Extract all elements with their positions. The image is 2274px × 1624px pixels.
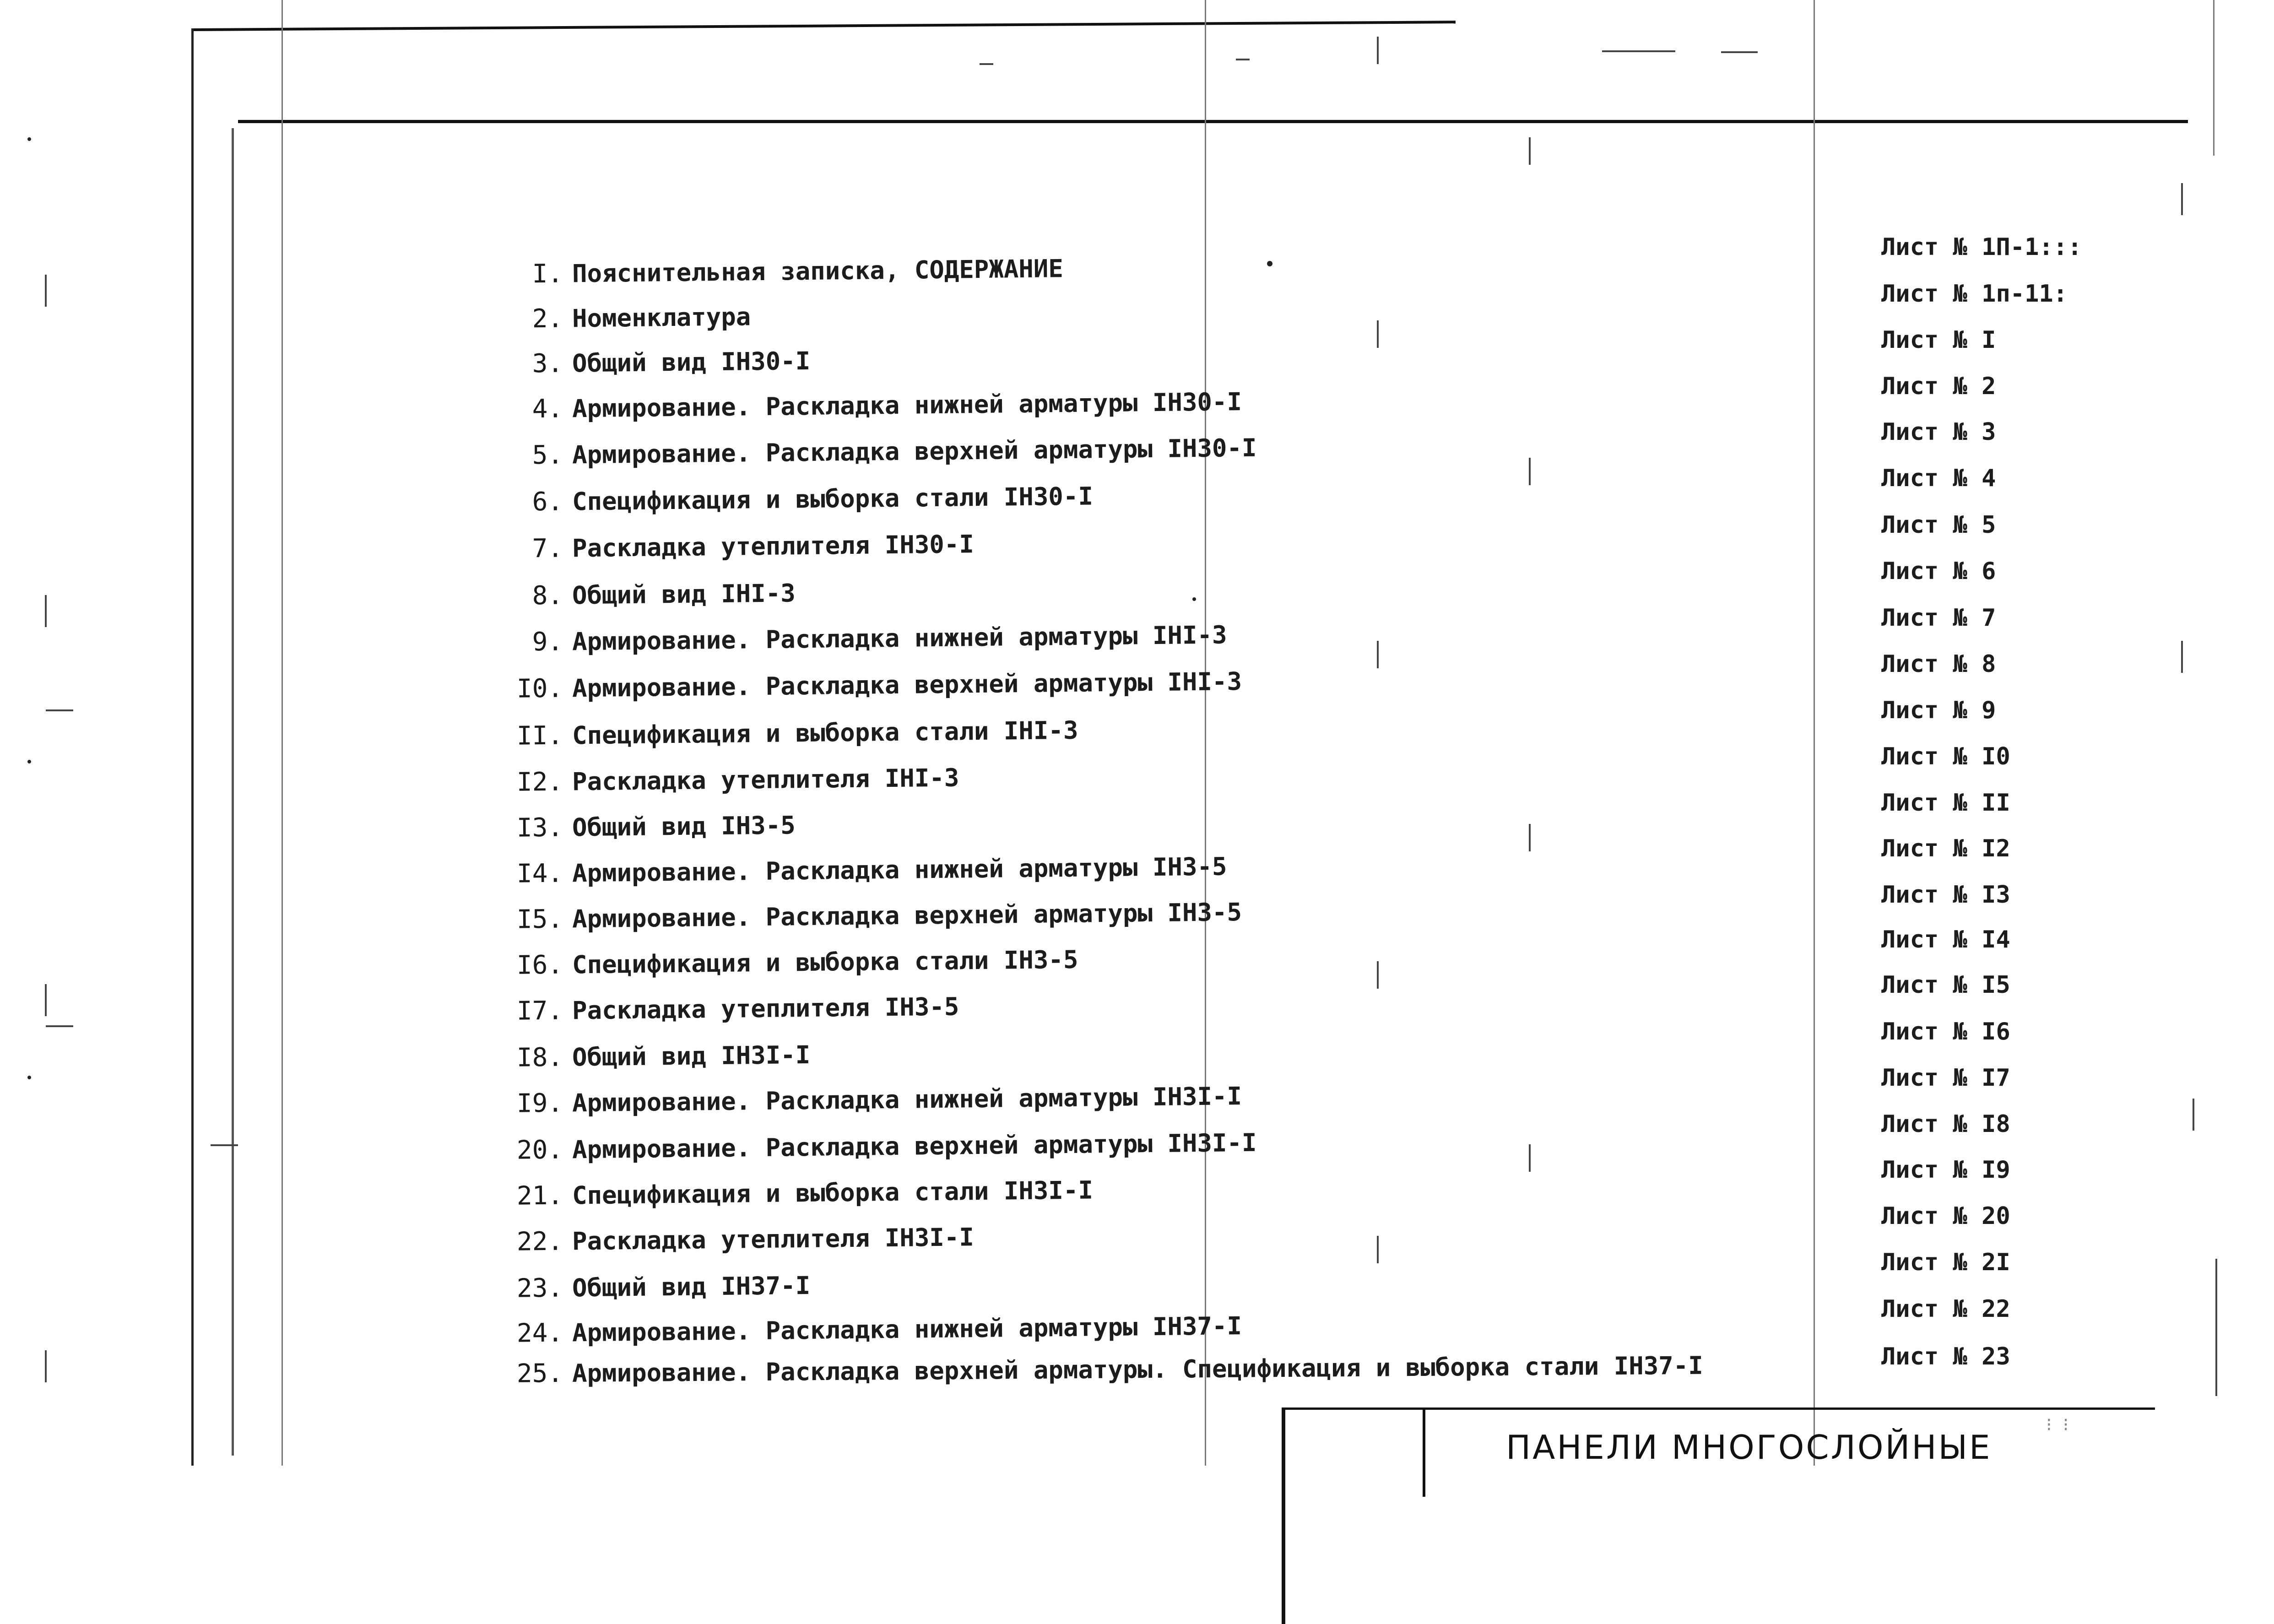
item-number: 9. — [532, 627, 563, 657]
ink-speck — [27, 1076, 31, 1079]
list-item — [508, 794, 2065, 847]
item-title: Армирование. Раскладка верхней арматуры IН3-5 — [572, 898, 1242, 934]
item-title: Общий вид IН3I-I — [572, 1040, 811, 1072]
list-item — [508, 421, 2065, 474]
item-number: I5. — [516, 904, 563, 935]
list-item — [508, 839, 2065, 893]
sheet-reference: Лист № I0 — [1881, 743, 2010, 770]
item-title: Раскладка утеплителя IНI-3 — [572, 763, 959, 796]
item-number: 5. — [532, 440, 563, 471]
edge-tick — [46, 1025, 73, 1027]
fold-mark — [1529, 137, 1531, 165]
edge-tick — [1721, 51, 1758, 53]
inner-top-border-line — [238, 120, 2188, 123]
left-border-line — [191, 28, 194, 1466]
item-title: Общий вид IН3-5 — [572, 811, 796, 842]
fold-mark — [45, 595, 47, 627]
item-title: Армирование. Раскладка верхней арматуры. Спецификация и выборка стали IН37-I — [572, 1351, 1704, 1388]
list-item — [508, 608, 2065, 661]
sheet-reference: Лист № 23 — [1881, 1343, 2010, 1370]
list-item — [508, 702, 2065, 755]
item-number: I9. — [516, 1088, 563, 1119]
edge-tick — [46, 709, 73, 711]
item-title: Армирование. Раскладка нижней арматуры IН3-5 — [572, 852, 1227, 888]
item-title: Спецификация и выборка стали IН30-I — [572, 482, 1094, 516]
item-title: Армирование. Раскладка верхней арматуры IН3I-I — [572, 1128, 1257, 1164]
ink-speck — [27, 137, 31, 141]
item-title: Армирование. Раскладка нижней арматуры IНI-3 — [572, 620, 1227, 656]
sheet-reference: Лист № II — [1881, 789, 2010, 817]
list-item — [508, 562, 2065, 615]
sheet-reference: Лист № I — [1881, 326, 1996, 354]
stamp-mark: ⁝ ⁝ — [2046, 1414, 2069, 1435]
list-item — [508, 1069, 2065, 1122]
left-margin-line — [282, 0, 283, 1466]
item-title: Пояснительная записка, СОДЕРЖАНИЕ — [572, 254, 1064, 288]
item-number: 4. — [532, 394, 563, 424]
edge-tick — [1602, 50, 1675, 52]
list-item — [508, 977, 2065, 1030]
far-right-line — [2213, 0, 2214, 156]
item-number: 22. — [516, 1226, 563, 1257]
item-number: I8. — [516, 1042, 563, 1073]
item-title: Общий вид IН30-I — [572, 346, 811, 378]
item-number: I2. — [516, 767, 563, 797]
item-title: Спецификация и выборка стали IН3-5 — [572, 945, 1078, 980]
sheet-reference: Лист № 1п-11: — [1881, 280, 2068, 308]
ink-speck — [27, 760, 31, 763]
sheet-reference: Лист № I4 — [1881, 926, 2010, 953]
sheet-reference: Лист № 22 — [1881, 1295, 2010, 1323]
sheet-reference: Лист № I3 — [1881, 881, 2010, 909]
fold-mark — [45, 275, 47, 307]
edge-tick — [1236, 59, 1250, 60]
item-number: I6. — [516, 950, 563, 980]
list-item — [508, 1023, 2065, 1077]
sheet-reference: Лист № 6 — [1881, 558, 1996, 585]
item-title: Общий вид IНI-3 — [572, 579, 796, 610]
list-item — [508, 1207, 2065, 1261]
list-item — [508, 748, 2065, 801]
item-number: 8. — [532, 580, 563, 611]
drawing-title: ПАНЕЛИ МНОГОСЛОЙНЫЕ — [1506, 1428, 1992, 1467]
sheet-reference: Лист № 4 — [1881, 465, 1996, 492]
sheet-reference: Лист № I6 — [1881, 1018, 2010, 1045]
fold-mark — [2181, 183, 2183, 215]
item-number: I0. — [516, 673, 563, 704]
list-item — [508, 1345, 2064, 1392]
sheet-reference: Лист № 5 — [1881, 511, 1996, 539]
sheet-reference: Лист № 3 — [1881, 418, 1996, 446]
list-item — [508, 655, 2065, 708]
item-number: 24. — [516, 1318, 563, 1348]
item-title: Армирование. Раскладка нижней арматуры IН3I-I — [572, 1082, 1242, 1118]
list-item — [508, 514, 2065, 568]
sheet-reference: Лист № 8 — [1881, 650, 1996, 678]
item-title: Армирование. Раскладка нижней арматуры IН30-I — [572, 387, 1242, 423]
list-item — [508, 1162, 2065, 1215]
item-number: I3. — [516, 812, 563, 843]
sheet-reference: Лист № 20 — [1881, 1202, 2010, 1230]
item-number: 25. — [516, 1359, 563, 1389]
edge-tick — [980, 63, 993, 65]
top-border-line — [192, 21, 1456, 31]
fold-mark — [2193, 1099, 2194, 1131]
fold-mark — [2181, 641, 2183, 673]
item-number: 6. — [532, 487, 563, 517]
item-title: Армирование. Раскладка верхней арматуры IНI-3 — [572, 667, 1242, 703]
list-item — [508, 375, 2065, 428]
list-item — [508, 330, 2065, 383]
item-title: Номенклатура — [572, 302, 751, 333]
list-item — [508, 931, 2065, 984]
item-title: Спецификация и выборка стали IНI-3 — [572, 715, 1078, 750]
fold-mark — [1377, 37, 1379, 64]
list-item — [508, 1299, 2065, 1352]
sheet-reference: Лист № I8 — [1881, 1110, 2010, 1138]
sheet-reference: Лист № 9 — [1881, 697, 1996, 724]
list-item — [508, 240, 2065, 293]
item-title: Общий вид IН37-I — [572, 1271, 811, 1303]
sheet-reference: Лист № I9 — [1881, 1156, 2010, 1184]
list-item — [508, 1116, 2065, 1169]
item-number: I7. — [516, 996, 563, 1026]
fold-mark — [45, 1350, 47, 1382]
item-number: I4. — [516, 858, 563, 889]
list-item — [508, 285, 2065, 338]
binding-line — [232, 128, 234, 1456]
item-number: II. — [516, 720, 563, 751]
list-item — [508, 1254, 2065, 1307]
item-title: Раскладка утеплителя IН3I-I — [572, 1223, 975, 1256]
item-title: Армирование. Раскладка нижней арматуры IН37-I — [572, 1311, 1242, 1348]
fold-mark — [45, 984, 47, 1016]
sheet-reference: Лист № I5 — [1881, 971, 2010, 999]
list-item — [508, 885, 2065, 938]
edge-tick — [211, 1144, 238, 1146]
list-item — [508, 468, 2065, 521]
title-block-divider — [1423, 1410, 1425, 1497]
item-title: Армирование. Раскладка верхней арматуры IН30-I — [572, 433, 1257, 470]
item-number: 20. — [516, 1135, 563, 1165]
item-title: Спецификация и выборка стали IН3I-I — [572, 1175, 1094, 1210]
item-number: 7. — [532, 533, 563, 564]
item-number: I. — [532, 259, 563, 289]
item-number: 21. — [516, 1180, 563, 1211]
sheet-reference: Лист № 7 — [1881, 604, 1996, 632]
item-number: 2. — [532, 303, 563, 334]
sheet-reference: Лист № 2I — [1881, 1249, 2010, 1276]
fold-mark — [2215, 1259, 2217, 1396]
item-number: 23. — [516, 1273, 563, 1304]
sheet-reference: Лист № 1П-1::: — [1881, 233, 2082, 261]
item-number: 3. — [532, 348, 563, 379]
sheet-reference: Лист № I2 — [1881, 835, 2010, 862]
item-title: Раскладка утеплителя IН30-I — [572, 530, 975, 563]
sheet-reference: Лист № 2 — [1881, 373, 1996, 400]
item-title: Раскладка утеплителя IН3-5 — [572, 992, 959, 1025]
sheet-reference: Лист № I7 — [1881, 1064, 2010, 1092]
